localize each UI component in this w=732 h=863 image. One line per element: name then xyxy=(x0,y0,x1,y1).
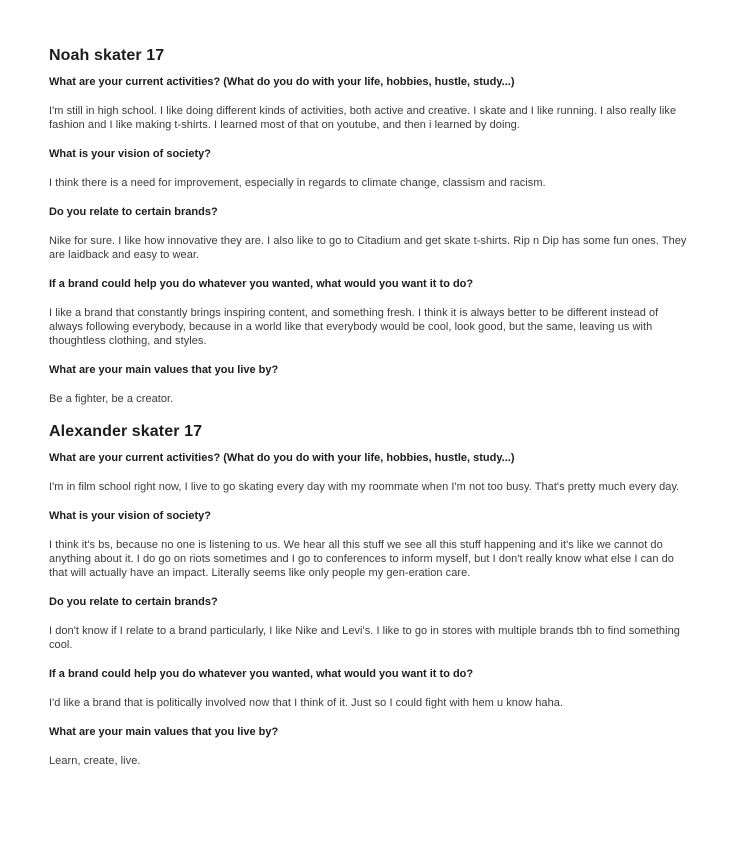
answer: I don't know if I relate to a brand particularly, I like Nike and Levi's. I like to go in stores with multiple brands tbh to find something cool. xyxy=(49,625,680,651)
interview-alexander xyxy=(49,421,689,768)
answer: I think it's bs, because no one is listening to us. We hear all this stuff we see all this stuff happening and it's like we cannot do anything about it. I do go on riots sometimes and I go to conferences to inform myself, but I don't really know what else I can do that will actually have an impact. Literally seems like only people my gen-eration care. xyxy=(49,539,674,579)
question: Do you relate to certain brands? xyxy=(49,206,218,218)
answer: I like a brand that constantly brings inspiring content, and something fresh. I think it is always better to be different instead of always following everybody, because in a world like that everybody would be cool, look good, but the same, leaving us with thoughtless clothing, and styles. xyxy=(49,307,659,347)
interview-noah xyxy=(49,45,689,406)
interviewee-title: Noah skater 17 xyxy=(49,47,165,64)
qa-item xyxy=(49,667,689,710)
question: What are your current activities? (What do you do with your life, hobbies, hustle, study...) xyxy=(49,76,515,88)
qa-item xyxy=(49,363,689,406)
qa-item xyxy=(49,147,689,190)
qa-item xyxy=(49,205,689,262)
answer: I'd like a brand that is politically involved now that I think of it. Just so I could fight with hem u know haha. xyxy=(49,697,564,709)
answer: I'm in film school right now, I live to go skating every day with my roommate when I'm not too busy. That's pretty much every day. xyxy=(49,481,680,493)
question: What are your main values that you live by? xyxy=(49,726,279,738)
qa-item xyxy=(49,277,689,348)
qa-item xyxy=(49,75,689,132)
question: If a brand could help you do whatever you wanted, what would you want it to do? xyxy=(49,668,474,680)
answer: Learn, create, live. xyxy=(49,755,141,767)
question: What are your current activities? (What do you do with your life, hobbies, hustle, study...) xyxy=(49,452,515,464)
question: Do you relate to certain brands? xyxy=(49,596,218,608)
qa-item xyxy=(49,725,689,768)
answer: I think there is a need for improvement, especially in regards to climate change, classism and racism. xyxy=(49,177,546,189)
question: What are your main values that you live by? xyxy=(49,364,279,376)
question: What is your vision of society? xyxy=(49,510,211,522)
document-page xyxy=(49,45,689,783)
question: If a brand could help you do whatever you wanted, what would you want it to do? xyxy=(49,278,474,290)
answer: Nike for sure. I like how innovative they are. I also like to go to Citadium and get skate t-shirts. Rip n Dip has some fun ones. They are laidback and easy to wear. xyxy=(49,235,687,261)
answer: Be a fighter, be a creator. xyxy=(49,393,174,405)
interviewee-title: Alexander skater 17 xyxy=(49,423,203,440)
qa-item xyxy=(49,509,689,580)
question: What is your vision of society? xyxy=(49,148,211,160)
qa-item xyxy=(49,451,689,494)
qa-item xyxy=(49,595,689,652)
answer: I'm still in high school. I like doing different kinds of activities, both active and creative. I skate and I like running. I also really like fashion and I like making t-shirts. I learned most of that on youtube, and then i learned by doing. xyxy=(49,105,677,131)
